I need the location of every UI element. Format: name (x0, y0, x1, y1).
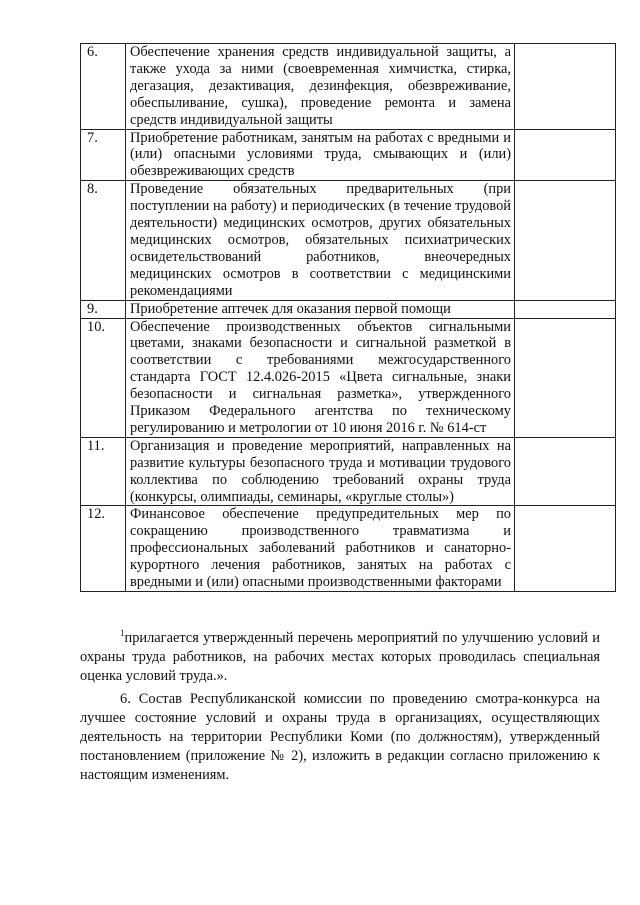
row-number: 10. (81, 318, 126, 437)
table-row (81, 129, 616, 181)
row-empty-cell (515, 318, 616, 437)
row-text: Приобретение работникам, занятым на работах с вредными и (или) опасными условиями труда, смывающих и (или) обезвреживающих средств (126, 129, 515, 181)
row-empty-cell (515, 300, 616, 318)
row-text: Финансовое обеспечение предупредительных мер по сокращению производственного травматизма и профессиональных заболеваний работников и санаторно-курортного лечения работников, занятых на работах с вредными и (или) опасными производственными факторами (126, 506, 515, 592)
table-row (81, 318, 616, 437)
table-row (81, 300, 616, 318)
row-text: Проведение обязательных предварительных (при поступлении на работу) и периодических (в течение трудовой деятельности) медицинских осмотров, других обязательных медицинских осмотров, обязательных психиатрических освидетельствований работников, внеочередных медицинских осмотров в соответствии с медицинскими рекомендациями (126, 181, 515, 300)
footnote-text: прилагается утвержденный перечень мероприятий по улучшению условий и охраны труда работников, на рабочих местах которых проводилась специальная оценка условий труда.». (80, 630, 600, 684)
footnote-marker: 1 (120, 628, 125, 639)
row-empty-cell (515, 129, 616, 181)
paragraph-item-6: 6. Состав Республиканской комиссии по проведению смотра-конкурса на лучшее состояние условий и охраны труда в организациях, осуществляющих деятельность на территории Республики Коми (по должностям), утвержденный постановлением (приложение № 2), изложить в редакции согласно приложению к настоящим изменениям. (80, 691, 600, 783)
row-number: 12. (81, 506, 126, 592)
measures-table (80, 43, 616, 592)
table-row (81, 181, 616, 300)
table-row (81, 506, 616, 592)
row-number: 9. (81, 300, 126, 318)
row-number: 11. (81, 437, 126, 506)
row-text: Обеспечение производственных объектов сигнальными цветами, знаками безопасности и сигнальной разметкой в соответствии с требованиями межгосударственного стандарта ГОСТ 12.4.026-2015 «Цвета сигнальные, знаки безопасности и сигнальная разметка», утвержденного Приказом Федерального агентства по техническому регулированию и метрологии от 10 июня 2016 г. № 614-ст (126, 318, 515, 437)
row-number: 8. (81, 181, 126, 300)
row-empty-cell (515, 181, 616, 300)
row-empty-cell (515, 44, 616, 130)
row-text: Обеспечение хранения средств индивидуальной защиты, а также ухода за ними (своевременная химчистка, стирка, дегазация, дезактивация, дезинфекция, обезвреживание, обеспыливание, сушка), проведение ремонта и замена средств индивидуальной защиты (126, 44, 515, 130)
footnote (80, 629, 600, 686)
row-empty-cell (515, 506, 616, 592)
row-number: 6. (81, 44, 126, 130)
table-row (81, 437, 616, 506)
row-number: 7. (81, 129, 126, 181)
table-row (81, 44, 616, 130)
row-empty-cell (515, 437, 616, 506)
footnote-block (80, 629, 600, 785)
row-text: Приобретение аптечек для оказания первой помощи (126, 300, 515, 318)
row-text: Организация и проведение мероприятий, направленных на развитие культуры безопасного труда и мотивации трудового коллектива по соблюдению требований охраны труда (конкурсы, олимпиады, семинары, «круглые столы») (126, 437, 515, 506)
